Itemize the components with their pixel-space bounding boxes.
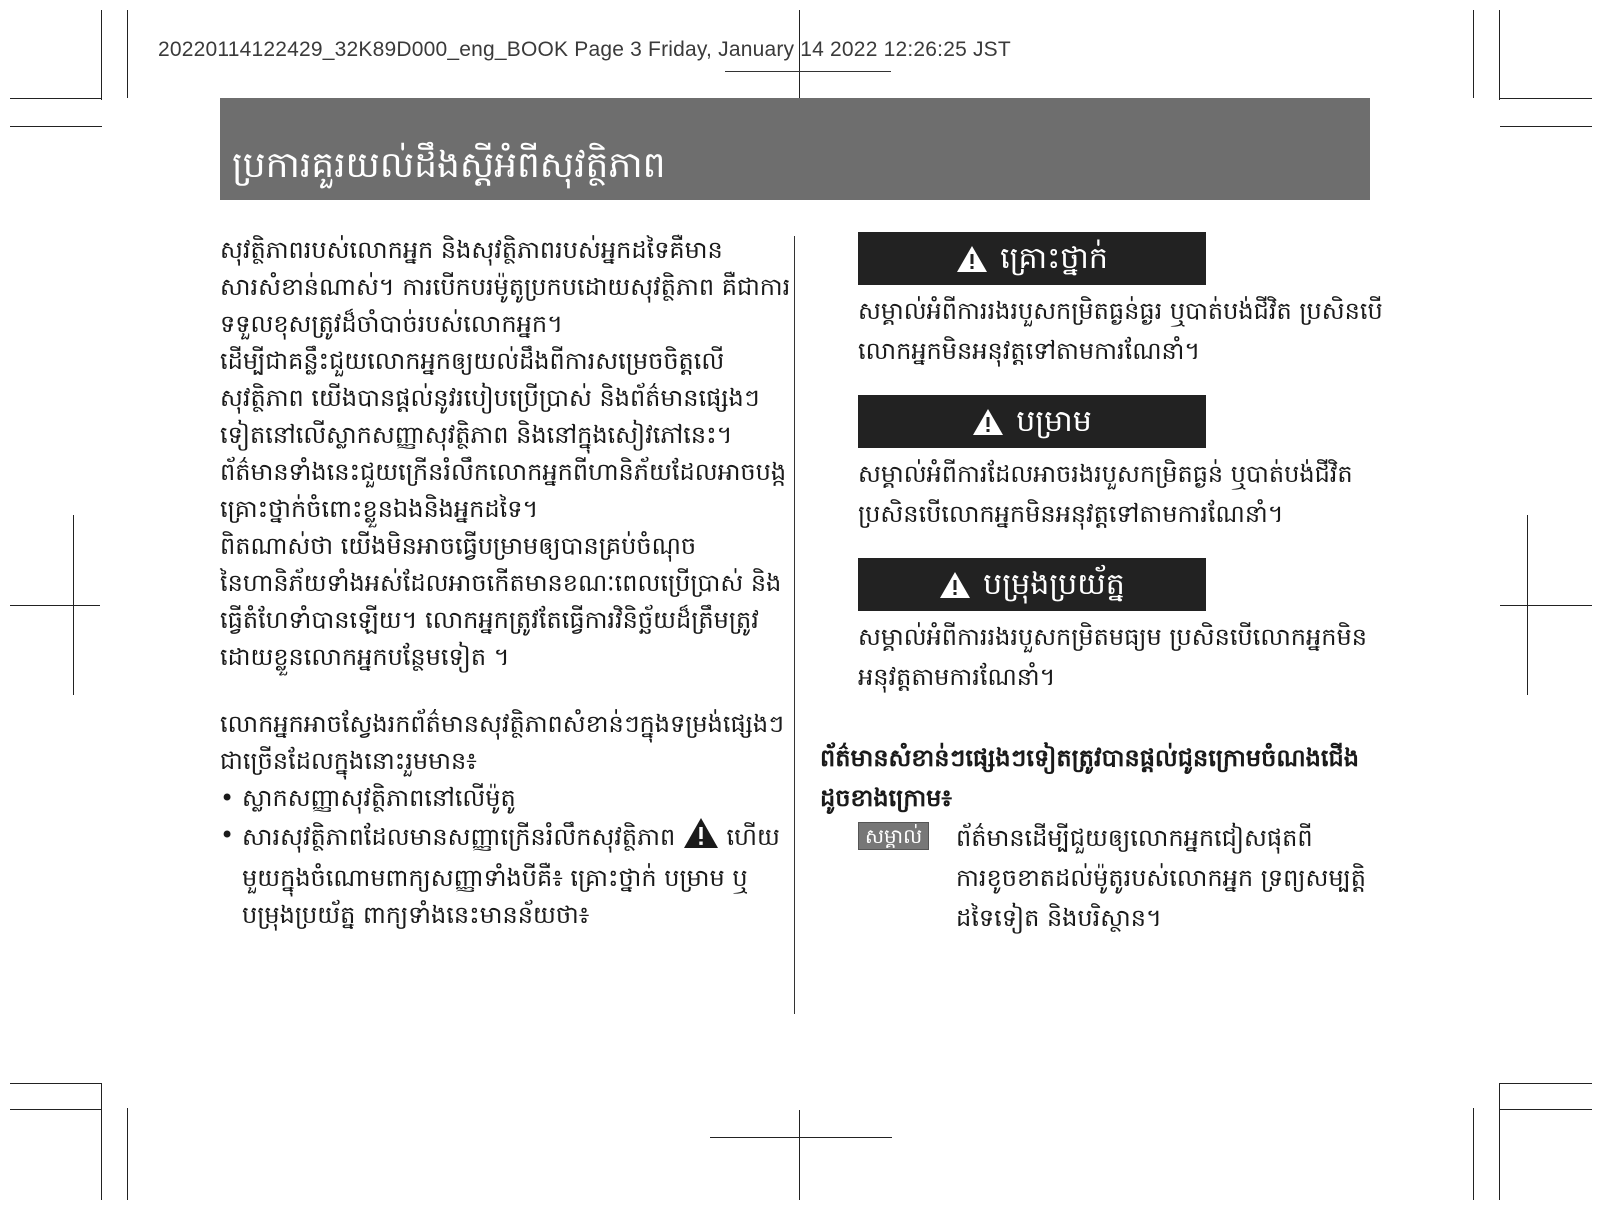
list-item-text: សារសុវត្ថិភាពដែលមានសញ្ញាក្រើនរំលឹកសុវត្ថិភាព: [242, 823, 676, 851]
signal-word-description: សម្គាល់អំពីការរងរបួសកម្រិតមធ្យម ប្រសិនបើលោកអ្នកមិនអនុវត្តតាមការណែនាំ។: [858, 623, 1367, 691]
crop-mark: [1500, 605, 1592, 606]
title-bar: [220, 98, 1370, 200]
intro-paragraph: សុវត្ថិភាពរបស់លោកអ្នក និងសុវត្ថិភាពរបស់អ្នកដទៃគឺមានសារសំខាន់ណាស់។ ការបើកបរម៉ូតូប្រកបដោយសុវត្ថិភាព គឺជាការទទួលខុសត្រូវដ៏ចាំបាច់របស់លោកអ្នក។: [220, 236, 791, 338]
crop-mark: [1499, 1083, 1500, 1200]
intro-paragraph: ពិតណាស់ថា យើងមិនអាចធ្វើបម្រាមឲ្យបានគ្រប់ចំណុចនៃហានិភ័យទាំងអស់ដែលអាចកើតមានខណៈពេលប្រើប្រាស់ និងធ្វើតំហែទាំបានឡើយ។ លោកអ្នកត្រូវតែធ្វើការវិនិច្ឆ័យដ៏ត្រឹមត្រូវដោយខ្លួនលោកអ្នកបន្ថែមទៀត ។: [220, 532, 782, 671]
signal-word-label: បម្រាម: [1016, 403, 1092, 439]
signal-word-description: សម្គាល់អំពីការរងរបួសកម្រិតធ្ងន់ធ្ងរ ឬបាត់បង់ជីវិត ប្រសិនបើលោកអ្នកមិនអនុវត្តទៅតាមការណែនាំ។: [858, 297, 1383, 365]
page-title: ប្រការគួរយល់ដឹងស្ដីអំពីសុវត្ថិភាព: [232, 145, 666, 186]
crop-mark: [10, 605, 100, 606]
right-column: [858, 232, 1418, 721]
note-text: ព័ត៌មានដើម្បីជួយឲ្យលោកអ្នកជៀសផុតពីការខូចខាតដល់ម៉ូតូរបស់លោកអ្នក ទ្រព្យសម្បត្តិដទៃទៀត និងបរិស្ថាន។: [956, 824, 1366, 932]
crop-mark: [10, 98, 102, 99]
signal-block-danger: [858, 232, 1418, 371]
list-item: [220, 817, 798, 934]
signal-word-box: [858, 395, 1206, 448]
warning-triangle-icon: [683, 817, 719, 860]
signal-word-box: [858, 232, 1206, 285]
intro-paragraph: ដើម្បីជាគន្លឹះជួយលោកអ្នកឲ្យយល់ដឹងពីការសម្រេចចិត្តលើសុវត្ថិភាព យើងបានផ្ដល់នូវរបៀបប្រើប្រាស់ និងព័ត៌មានផ្សេងៗទៀតនៅលើស្លាកសញ្ញាសុវត្ថិភាព និងនៅក្នុងសៀវភៅនេះ។ ព័ត៌មានទាំងនេះជួយក្រើនរំលឹកលោកអ្នកពីហានិភ័យដែលអាចបង្កគ្រោះថ្នាក់ចំពោះខ្លួនឯងនិងអ្នកដទៃ។: [220, 347, 787, 523]
warning-triangle-icon: [972, 408, 1004, 436]
list-item-text: ស្លាកសញ្ញាសុវត្ថិភាពនៅលើម៉ូតូ: [242, 784, 516, 812]
signal-block-warning: [858, 395, 1418, 534]
other-info-title: ព័ត៌មានសំខាន់ៗផ្សេងៗទៀតត្រូវបានផ្ដល់ជូនក្រោមចំណងជើងដូចខាងក្រោម៖: [820, 744, 1359, 812]
crop-mark: [1473, 10, 1474, 98]
crop-mark: [101, 10, 102, 100]
forms-list: [220, 780, 798, 934]
signal-word-label: បម្រុងប្រយ័ត្ន: [983, 566, 1125, 602]
list-item-text: ហើយមួយក្នុងចំណោមពាក្យសញ្ញាទាំងបីគឺ៖ គ្រោះថ្នាក់ បម្រាម ឬ បម្រុងប្រយ័ត្ន ពាក្យទាំងនេះមានន័យថា៖: [242, 823, 780, 929]
crop-mark: [1527, 515, 1528, 695]
column-divider: [794, 236, 795, 1014]
crop-mark: [101, 1083, 102, 1200]
crop-mark: [710, 1137, 892, 1138]
forms-intro: លោកអ្នកអាចស្វែងរកព័ត៌មានសុវត្ថិភាពសំខាន់ៗក្នុងទម្រង់ផ្សេងៗជាច្រើនដែលក្នុងនោះរួមមាន៖: [220, 710, 784, 775]
signal-block-caution: [858, 558, 1418, 697]
crop-mark: [10, 1109, 102, 1110]
signal-word-description: សម្គាល់អំពីការដែលអាចរងរបួសកម្រិតធ្ងន់ ឬបាត់បង់ជីវិត ប្រសិនបើលោកអ្នកមិនអនុវត្តទៅតាមការណែនាំ។: [858, 460, 1353, 528]
print-header: 20220114122429_32K89D000_eng_BOOK Page 3 Friday, January 14 2022 12:26:25 JST: [158, 38, 1011, 61]
crop-mark: [799, 1110, 800, 1200]
crop-mark: [10, 126, 102, 127]
signal-word-label: គ្រោះថ្នាក់: [1000, 240, 1108, 276]
signal-word-box: [858, 558, 1206, 611]
crop-mark: [1500, 1083, 1592, 1084]
crop-mark: [1500, 1109, 1592, 1110]
crop-mark: [10, 1083, 102, 1084]
crop-mark: [1473, 1108, 1474, 1200]
list-item: [220, 780, 798, 817]
crop-mark: [1500, 98, 1592, 99]
crop-mark: [1500, 126, 1592, 127]
note-badge: សម្គាល់: [858, 822, 929, 850]
crop-mark: [73, 515, 74, 695]
left-column: [220, 232, 798, 934]
crop-mark: [127, 10, 128, 98]
warning-triangle-icon: [939, 571, 971, 599]
header-underline: [725, 71, 891, 72]
warning-triangle-icon: [956, 245, 988, 273]
crop-mark: [127, 1108, 128, 1200]
crop-mark: [1499, 10, 1500, 100]
